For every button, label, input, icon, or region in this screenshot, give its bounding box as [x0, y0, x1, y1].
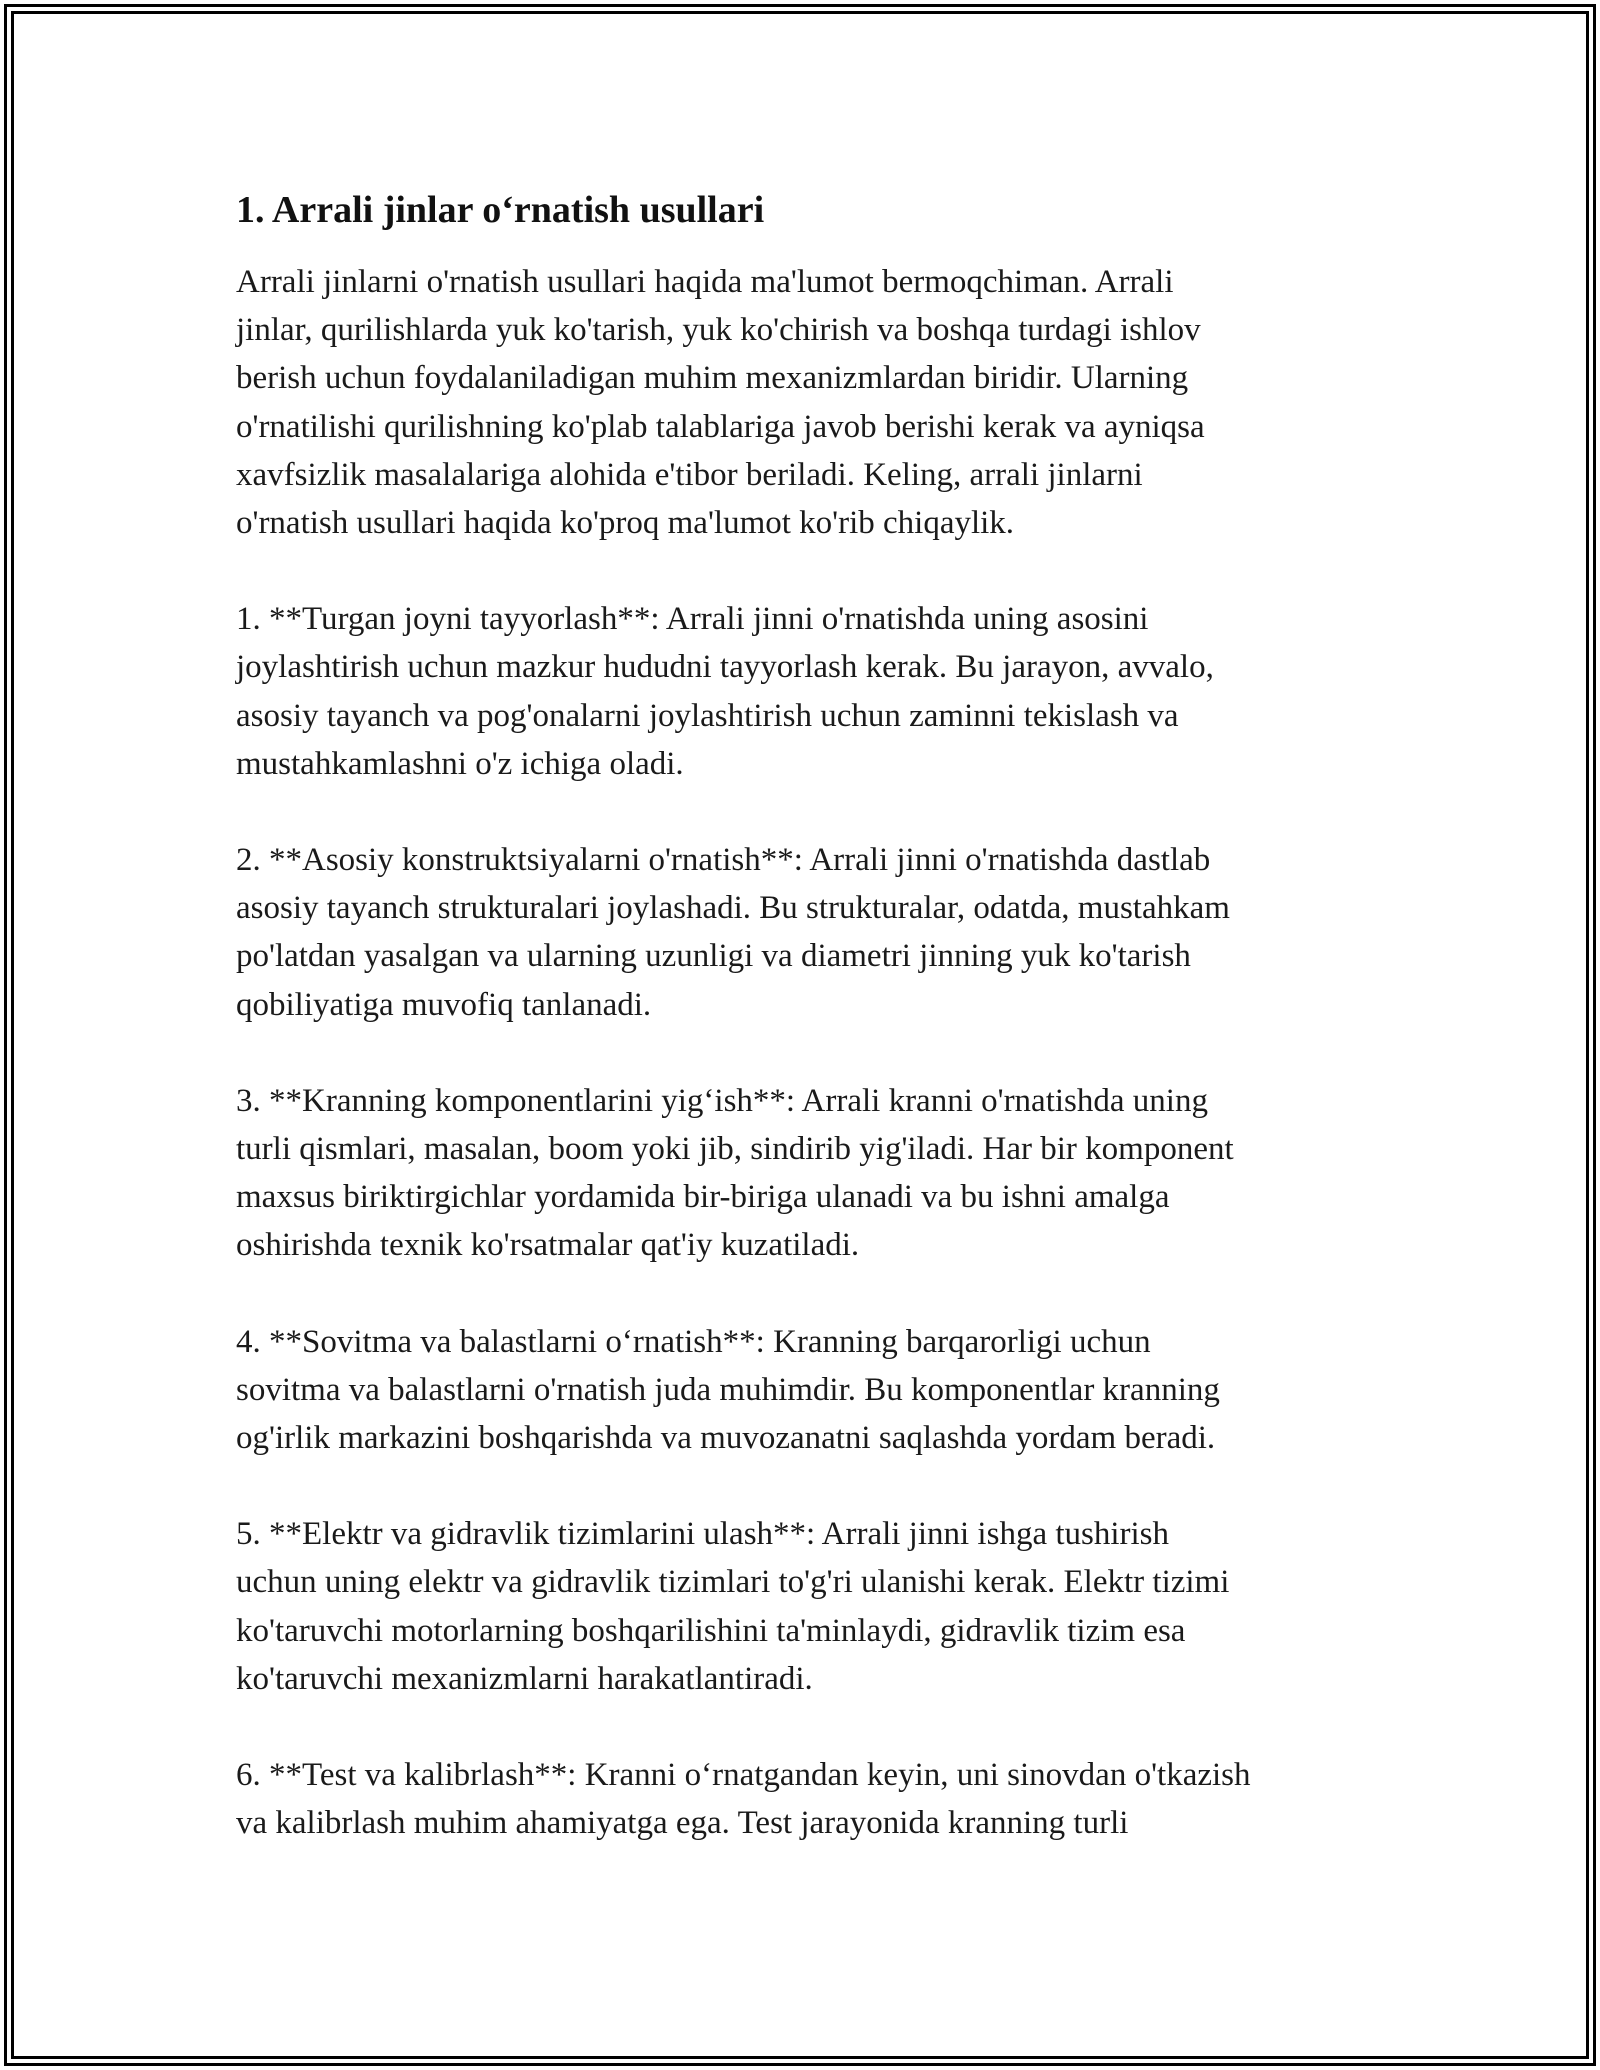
- list-item-5: 5. **Elektr va gidravlik tizimlarini ulash**: Arrali jinni ishga tushirish uchun uning elektr va gidravlik tizimlari to'g'ri ulanishi kerak. Elektr tizimi ko'taruvchi motorlarning boshqarilishini ta'minlaydi, gidravlik tizim esa ko'taruvchi mexanizmlarni harakatlantiradi.: [236, 1516, 1230, 1697]
- list-item-2: 2. **Asosiy konstruktsiyalarni o'rnatish**: Arrali jinni o'rnatishda dastlab asosiy tayanch strukturalari joylashadi. Bu strukturalar, odatda, mustahkam po'latdan yasalgan va ularning uzunligi va diametri jinning yuk ko'tarish qobiliyatiga muvofiq tanlanadi.: [236, 842, 1230, 1023]
- list-item-3: 3. **Kranning komponentlarini yig‘ish**: Arrali kranni o'rnatishda uning turli qismlari, masalan, boom yoki jib, sindirib yig'iladi. Har bir komponent maxsus biriktirgichlar yordamida bir-biriga ulanadi va bu ishni amalga oshirishda texnik ko'rsatmalar qat'iy kuzatiladi.: [236, 1082, 1234, 1264]
- intro-paragraph: Arrali jinlarni o'rnatish usullari haqida ma'lumot bermoqchiman. Arrali jinlar, qurilishlarda yuk ko'tarish, yuk ko'chirish va boshqa turdagi ishlov berish uchun foydalaniladigan muhim mexanizmlardan biridir. Ularning o'rnatilishi qurilishning ko'plab talablariga javob berishi kerak va ayniqsa xavfsizlik masalalariga alohida e'tibor beriladi. Keling, arrali jinlarni o'rnatish usullari haqida ko'proq ma'lumot ko'rib chiqaylik.: [236, 264, 1205, 542]
- section-heading: 1. Arrali jinlar o‘rnatish usullari: [236, 189, 765, 231]
- document-body: [236, 186, 1376, 1847]
- list-item-4: 4. **Sovitma va balastlarni o‘rnatish**: Kranning barqarorligi uchun sovitma va balastlarni o'rnatish juda muhimdir. Bu komponentlar kranning og'irlik markazini boshqarishda va muvozanatni saqlashda yordam beradi.: [236, 1323, 1220, 1457]
- list-item-1: 1. **Turgan joyni tayyorlash**: Arrali jinni o'rnatishda uning asosini joylashtirish uchun mazkur hududni tayyorlash kerak. Bu jarayon, avvalo, asosiy tayanch va pog'onalarni joylashtirish uchun zaminni tekislash va mustahkamlashni o'z ichiga oladi.: [236, 601, 1214, 782]
- list-item-6: 6. **Test va kalibrlash**: Kranni o‘rnatgandan keyin, uni sinovdan o'tkazish va kalibrlash muhim ahamiyatga ega. Test jarayonida kranning turli: [236, 1757, 1251, 1842]
